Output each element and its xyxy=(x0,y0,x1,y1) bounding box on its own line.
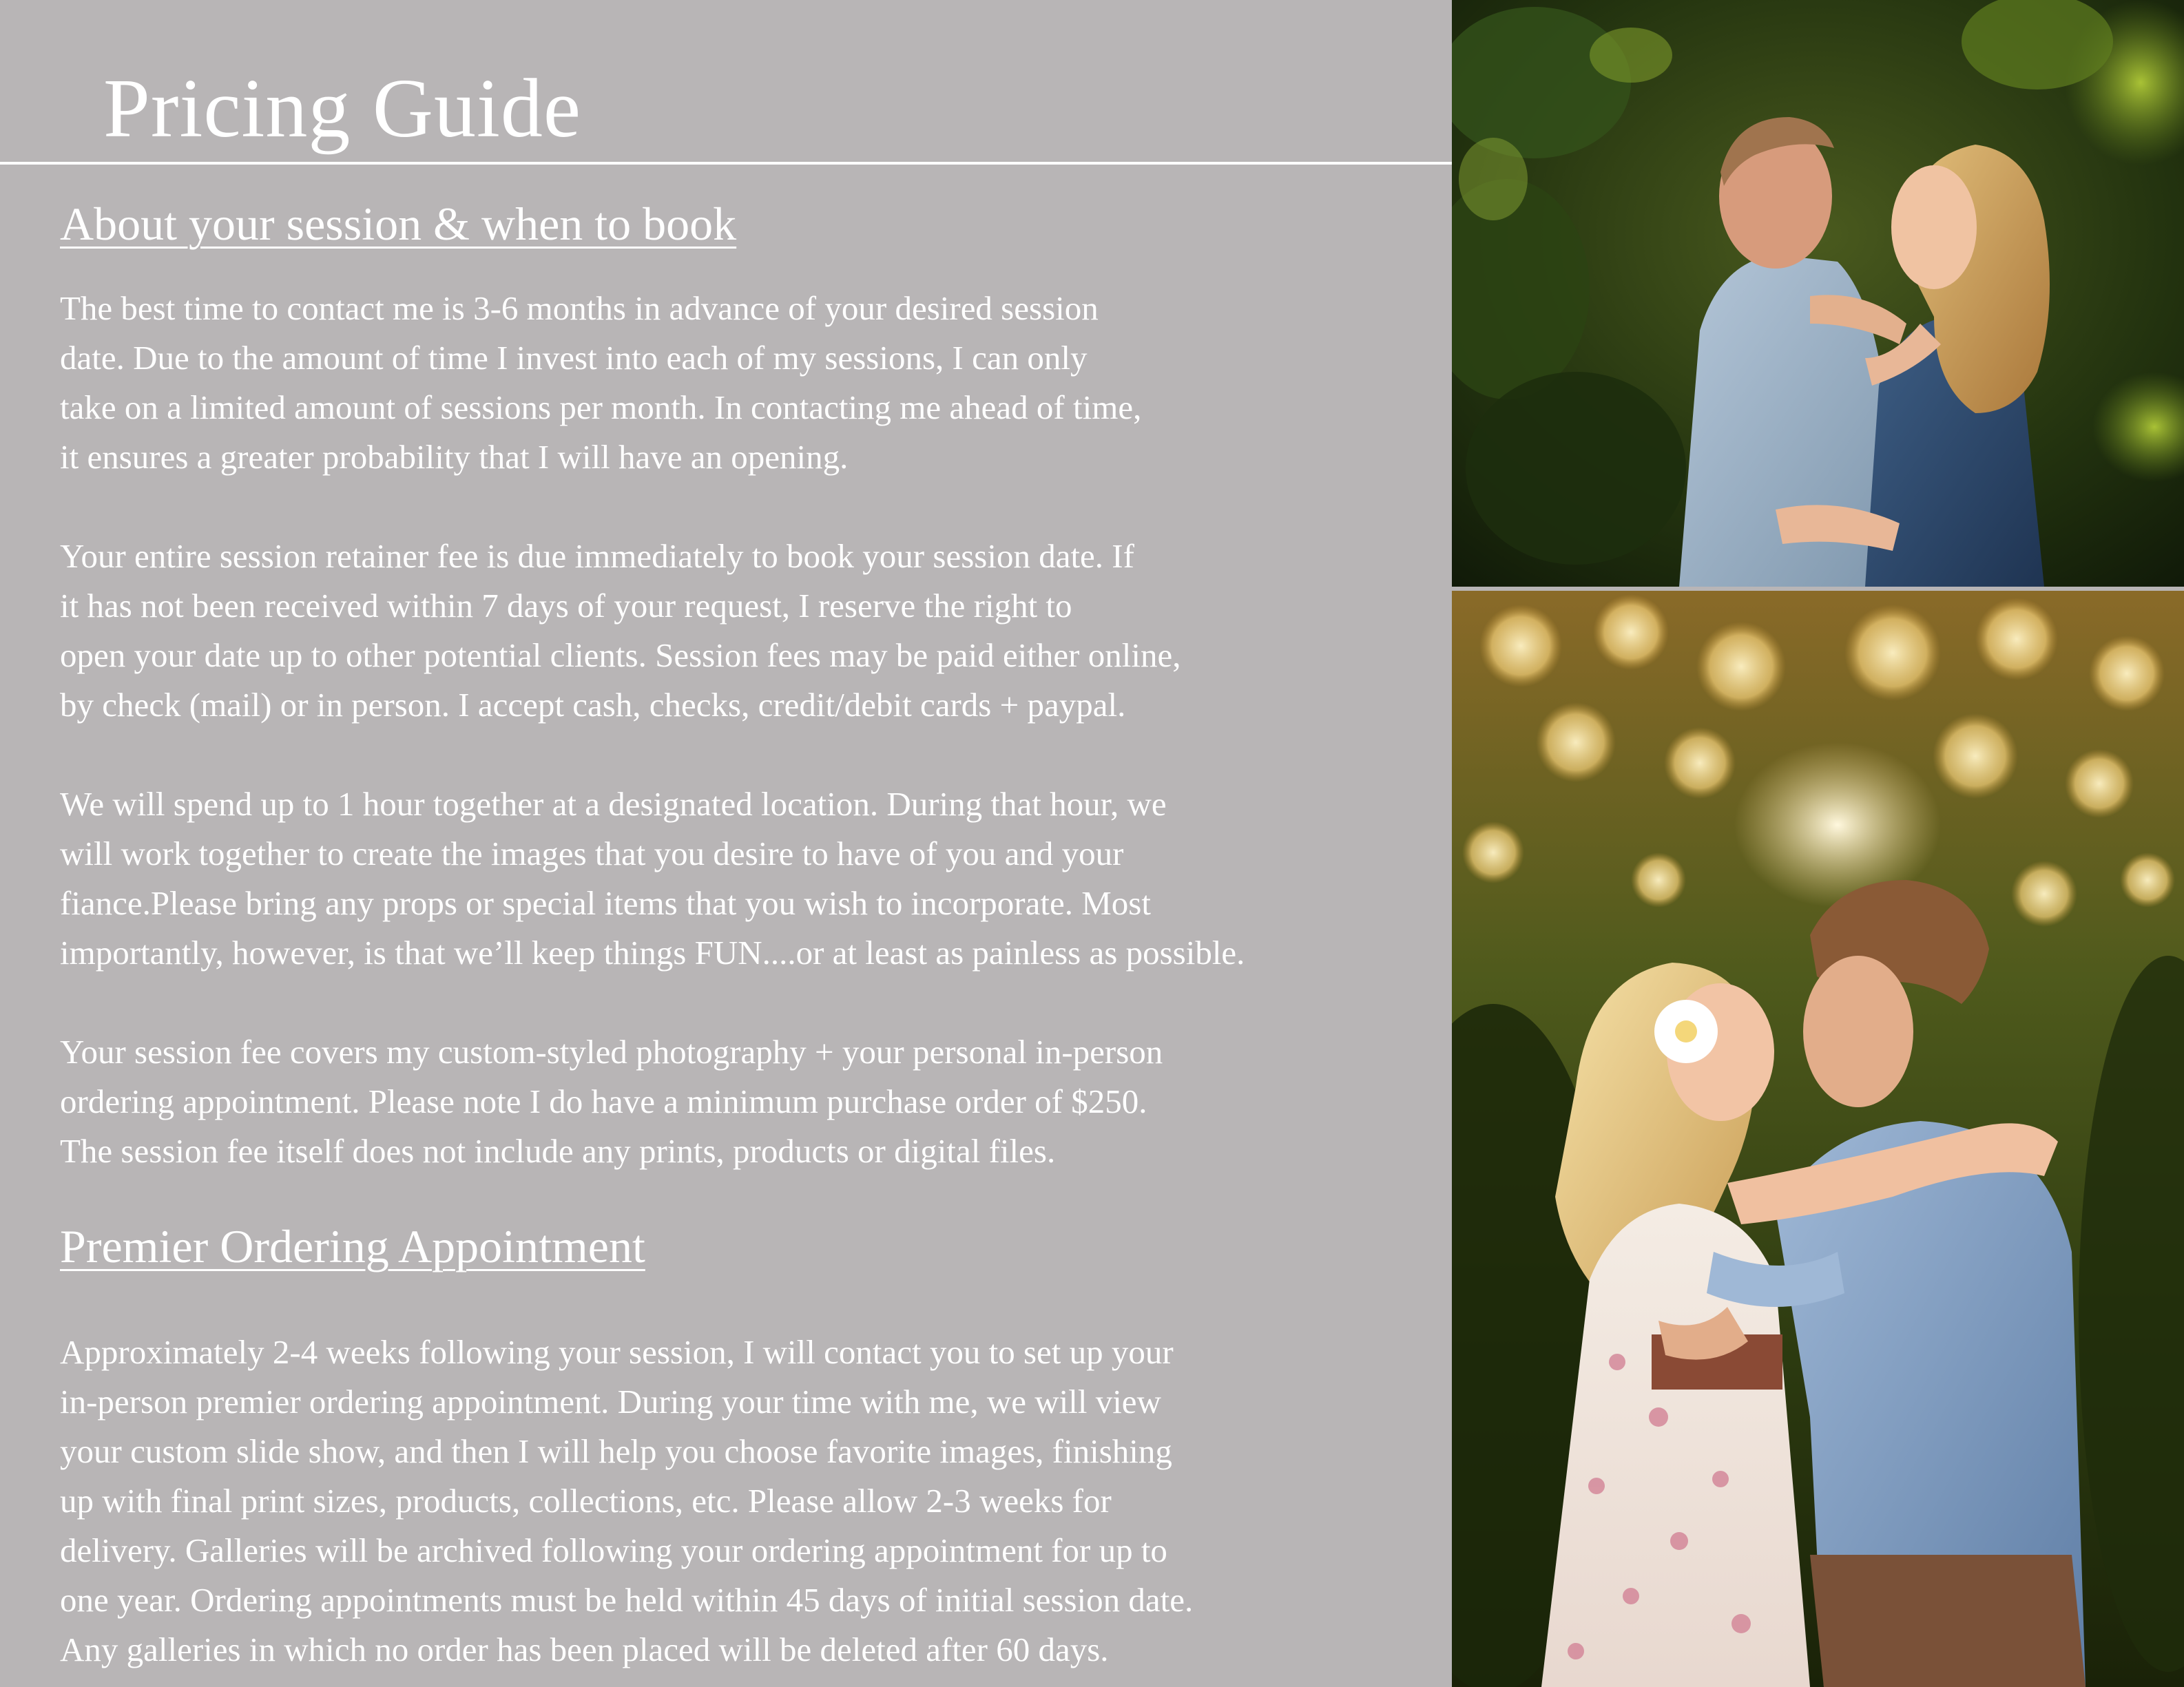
paragraph-ordering-appointment xyxy=(60,1328,1437,1675)
text-line: ordering appointment. Please note I do have a minimum purchase order of $250. xyxy=(60,1082,1147,1120)
text-line: importantly, however, is that we’ll keep things FUN....or at least as painless as possible. xyxy=(60,934,1245,972)
text-line: take on a limited amount of sessions per month. In contacting me ahead of time, xyxy=(60,388,1142,426)
title-divider xyxy=(0,162,1452,165)
couple-embracing-photo xyxy=(1452,591,2184,1687)
couple-kissing-photo xyxy=(1452,0,2184,587)
paragraph-booking-timing xyxy=(60,284,1437,482)
text-line: fiance.Please bring any props or special items that you wish to incorporate. Most xyxy=(60,884,1151,922)
couple-embracing-illustration xyxy=(1452,591,2184,1687)
text-line: it has not been received within 7 days of your request, I reserve the right to xyxy=(60,587,1072,625)
text-line: Any galleries in which no order has been placed will be deleted after 60 days. xyxy=(60,1631,1109,1668)
paragraph-retainer-fee xyxy=(60,532,1437,730)
couple-kissing-illustration xyxy=(1452,0,2184,587)
text-line: in-person premier ordering appointment. During your time with me, we will view xyxy=(60,1383,1161,1421)
section-heading-about: About your session & when to book xyxy=(60,198,737,250)
text-line: We will spend up to 1 hour together at a designated location. During that hour, we xyxy=(60,785,1167,823)
paragraph-session-hour xyxy=(60,779,1437,978)
text-line: The session fee itself does not include any prints, products or digital files. xyxy=(60,1132,1056,1170)
text-line: Your entire session retainer fee is due immediately to book your session date. If xyxy=(60,537,1134,575)
paragraph-session-fee xyxy=(60,1027,1437,1176)
text-line: one year. Ordering appointments must be held within 45 days of initial session date. xyxy=(60,1581,1194,1619)
text-line: date. Due to the amount of time I invest into each of my sessions, I can only xyxy=(60,339,1088,377)
text-line: up with final print sizes, products, collections, etc. Please allow 2-3 weeks for xyxy=(60,1482,1112,1520)
text-line: open your date up to other potential clients. Session fees may be paid either online, xyxy=(60,636,1181,674)
section-heading-ordering: Premier Ordering Appointment xyxy=(60,1220,645,1272)
text-line: Your session fee covers my custom-styled photography + your personal in-person xyxy=(60,1033,1163,1071)
text-line: will work together to create the images that you desire to have of you and your xyxy=(60,835,1124,872)
page-title: Pricing Guide xyxy=(103,62,582,155)
text-line: Approximately 2-4 weeks following your session, I will contact you to set up your xyxy=(60,1333,1174,1371)
text-line: it ensures a greater probability that I will have an opening. xyxy=(60,438,849,476)
text-line: by check (mail) or in person. I accept cash, checks, credit/debit cards + paypal. xyxy=(60,686,1126,724)
text-line: The best time to contact me is 3-6 months in advance of your desired session xyxy=(60,289,1099,327)
text-line: your custom slide show, and then I will help you choose favorite images, finishing xyxy=(60,1432,1172,1470)
text-line: delivery. Galleries will be archived following your ordering appointment for up to xyxy=(60,1531,1167,1569)
